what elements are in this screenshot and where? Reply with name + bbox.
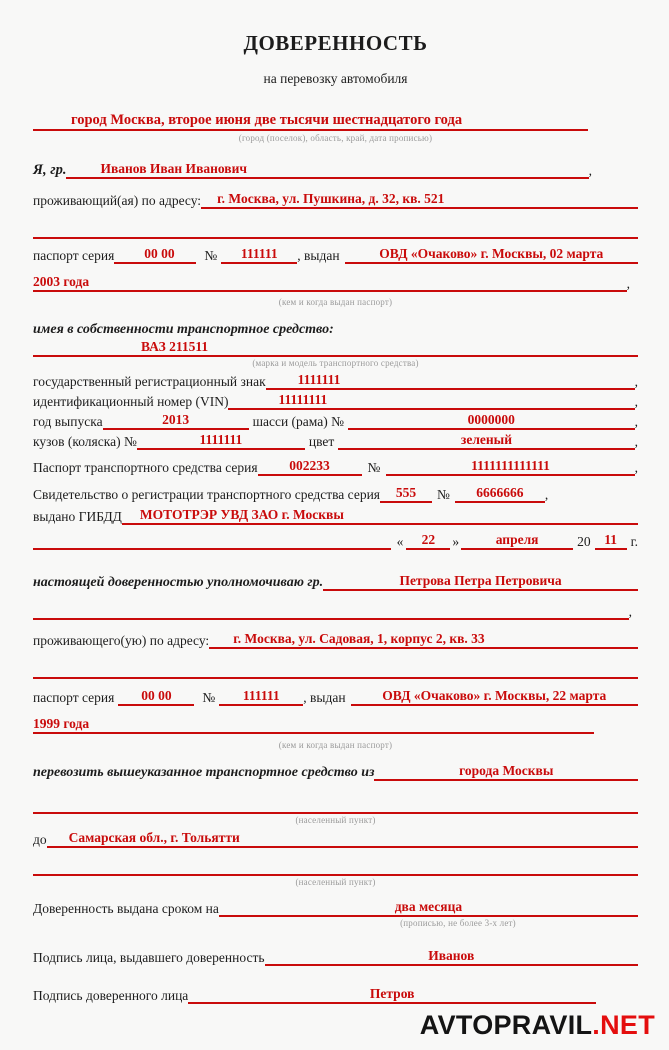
underline-segment (248, 846, 638, 848)
attorney-signature-label: Подпись доверенного лица (33, 988, 189, 1003)
underline-segment (335, 408, 634, 410)
underline-segment (228, 408, 270, 410)
sts-line (33, 484, 630, 503)
underline-segment (470, 129, 588, 131)
underline-segment (209, 647, 225, 649)
transport-from-caption: (населенный пункт) (295, 815, 376, 825)
watermark-brand: AVTOPRAVIL (419, 1010, 593, 1040)
attorney-address-line (33, 630, 638, 649)
underline-segment (33, 237, 638, 239)
vin-line (33, 391, 638, 410)
principal-passport-line-1 (33, 245, 638, 264)
number-sign: № (204, 248, 218, 263)
body-value: 1111111 (137, 431, 305, 450)
validity-value: два месяца (219, 898, 638, 917)
principal-passport-line-2 (33, 273, 630, 292)
year-chassis-line (33, 411, 638, 430)
attorney-passport-line-1 (33, 687, 638, 706)
principal-name-line (33, 160, 592, 179)
passport-series-label: паспорт серия (33, 690, 115, 705)
underline-segment (33, 677, 638, 679)
principal-passport-caption: (кем и когда выдан паспорт) (278, 297, 393, 307)
underline-segment (33, 618, 629, 620)
principal-intro-label: Я, гр. (33, 162, 67, 178)
underline-segment (122, 523, 132, 525)
comma: , (588, 163, 592, 178)
principal-address-label: проживающий(ая) по адресу: (33, 193, 202, 208)
passport-issued-value: ОВД «Очаково» г. Москвы, 22 марта (351, 687, 638, 706)
issue-month-value: апреля (461, 531, 573, 550)
passport-series-value: 00 00 (122, 245, 196, 264)
pts-series-value: 002233 (258, 457, 362, 476)
underline-segment (47, 846, 61, 848)
issue-year-prefix: 20 (577, 534, 591, 549)
passport-issued-label: , выдан (297, 248, 340, 263)
passport-issued-value: ОВД «Очаково» г. Москвы, 02 марта (345, 245, 638, 264)
underline-segment (266, 388, 290, 390)
attorney-signature-value: Петров (188, 985, 596, 1004)
vehicle-make-caption: (марка и модель транспортного средства) (252, 358, 419, 368)
vin-label: идентификационный номер (VIN) (33, 394, 229, 409)
comma: , (634, 434, 638, 449)
underline-segment (452, 207, 638, 209)
issued-by-line (33, 506, 638, 525)
underline-segment (255, 177, 589, 179)
issue-day-value: 22 (406, 531, 450, 550)
attorney-address-label: проживающего(ую) по адресу: (33, 633, 210, 648)
comma: , (544, 487, 549, 502)
authorize-line (33, 572, 638, 591)
issued-by-value: МОТОТРЭР УВД ЗАО г. Москвы (132, 506, 352, 525)
place-date-line (33, 112, 588, 131)
color-value: зеленый (338, 431, 634, 450)
blank-line (33, 858, 638, 876)
place-date-value: город Москва, второе июня две тысячи шестнадцатого года (63, 112, 470, 131)
transport-to-caption: (населенный пункт) (295, 877, 376, 887)
pts-line (33, 457, 638, 476)
passport-series-value: 00 00 (118, 687, 194, 706)
grantor-signature-line (33, 947, 638, 966)
vin-value: 11111111 (270, 391, 335, 410)
validity-caption-row (33, 917, 638, 929)
attorney-address-value: г. Москва, ул. Садовая, 1, корпус 2, кв. 33 (225, 630, 492, 649)
underline-segment (348, 388, 634, 390)
transport-to-value: Самарская обл., г. Тольятти (61, 829, 248, 848)
issue-year-suffix: г. (630, 534, 638, 549)
issue-date-line (33, 531, 638, 550)
chassis-value: 0000000 (348, 411, 635, 430)
passport-issued-label: , выдан (303, 690, 346, 705)
underline-segment (33, 355, 133, 357)
comma: , (626, 276, 630, 291)
comma: , (634, 414, 638, 429)
underline-segment (66, 177, 92, 179)
validity-line (33, 898, 638, 917)
body-color-line (33, 431, 638, 450)
attorney-signature-line (33, 985, 596, 1004)
principal-address-line (33, 190, 638, 209)
document-subtitle: на перевозку автомобиля (263, 71, 408, 86)
issued-by-label: выдано ГИБДД (33, 509, 122, 524)
comma: , (628, 604, 632, 619)
validity-label: Доверенность выдана сроком на (33, 901, 219, 916)
underline-segment (114, 262, 122, 264)
reg-plate-line (33, 371, 638, 390)
passport-number-value: 111111 (219, 687, 303, 706)
pts-number-value: 1111111111111 (386, 457, 634, 476)
principal-address-value: г. Москва, ул. Пушкина, д. 32, кв. 521 (209, 190, 452, 209)
transport-to-line (33, 829, 638, 848)
quote-close: » (452, 534, 460, 549)
sts-label: Свидетельство о регистрации транспортного средства серия (33, 487, 381, 502)
authorize-label: настоящей доверенностью уполномочиваю гр. (33, 575, 324, 590)
sts-number-value: 6666666 (455, 484, 545, 503)
attorney-passport-caption: (кем и когда выдан паспорт) (278, 740, 393, 750)
year-value: 2013 (103, 411, 249, 430)
year-label: год выпуска (33, 414, 103, 429)
number-sign: № (437, 487, 450, 502)
validity-caption: (прописью, не более 3-х лет) (400, 918, 516, 928)
transport-from-label: перевозить вышеуказанное транспортное средство из (33, 765, 375, 780)
transport-to-label: до (33, 832, 47, 847)
underline-segment (33, 129, 63, 131)
transport-from-line (33, 762, 638, 781)
reg-plate-label: государственный регистрационный знак (33, 374, 266, 389)
vehicle-make-line (33, 338, 638, 357)
blank-line (33, 661, 638, 679)
site-watermark (420, 1010, 655, 1040)
underline-segment (493, 647, 638, 649)
blank-line (33, 602, 632, 620)
number-sign: № (202, 690, 216, 705)
underline-segment (352, 523, 638, 525)
grantor-signature-label: Подпись лица, выдавшего доверенность (33, 950, 265, 965)
vehicle-section-label (33, 320, 638, 338)
document-title: ДОВЕРЕННОСТЬ (243, 31, 428, 55)
principal-name-value: Иванов Иван Иванович (92, 160, 255, 179)
vehicle-section-label-text: имея в собственности транспортное средство: (33, 322, 334, 337)
number-sign: № (367, 460, 381, 475)
comma: , (634, 460, 638, 475)
sts-series-value: 555 (380, 484, 432, 503)
quote-open: « (396, 534, 404, 549)
passport-number-value: 111111 (221, 245, 297, 264)
color-label: цвет (308, 434, 335, 449)
underline-segment (33, 548, 391, 550)
watermark-tld: .NET (592, 1010, 655, 1040)
comma: , (634, 374, 638, 389)
blank-line (33, 796, 638, 814)
attorney-passport-line-2 (33, 715, 594, 734)
body-label: кузов (коляска) № (33, 434, 137, 449)
passport-series-label: паспорт серия (33, 248, 115, 263)
chassis-label: шасси (рама) № (252, 414, 344, 429)
reg-plate-value: 1111111 (290, 371, 349, 390)
passport-issued-value-cont: 2003 года (33, 273, 627, 292)
vehicle-make-value: ВАЗ 211511 (133, 338, 216, 357)
grantor-signature-value: Иванов (265, 947, 638, 966)
pts-label: Паспорт транспортного средства серия (33, 460, 258, 475)
issue-year-value: 11 (595, 531, 627, 550)
attorney-name-value: Петрова Петра Петровича (323, 572, 638, 591)
transport-from-value: города Москвы (374, 762, 638, 781)
underline-segment (201, 207, 209, 209)
passport-issued-value-cont: 1999 года (33, 715, 594, 734)
place-date-caption: (город (поселок), область, край, дата прописью) (238, 133, 433, 143)
blank-line (33, 221, 638, 239)
comma: , (634, 394, 638, 409)
